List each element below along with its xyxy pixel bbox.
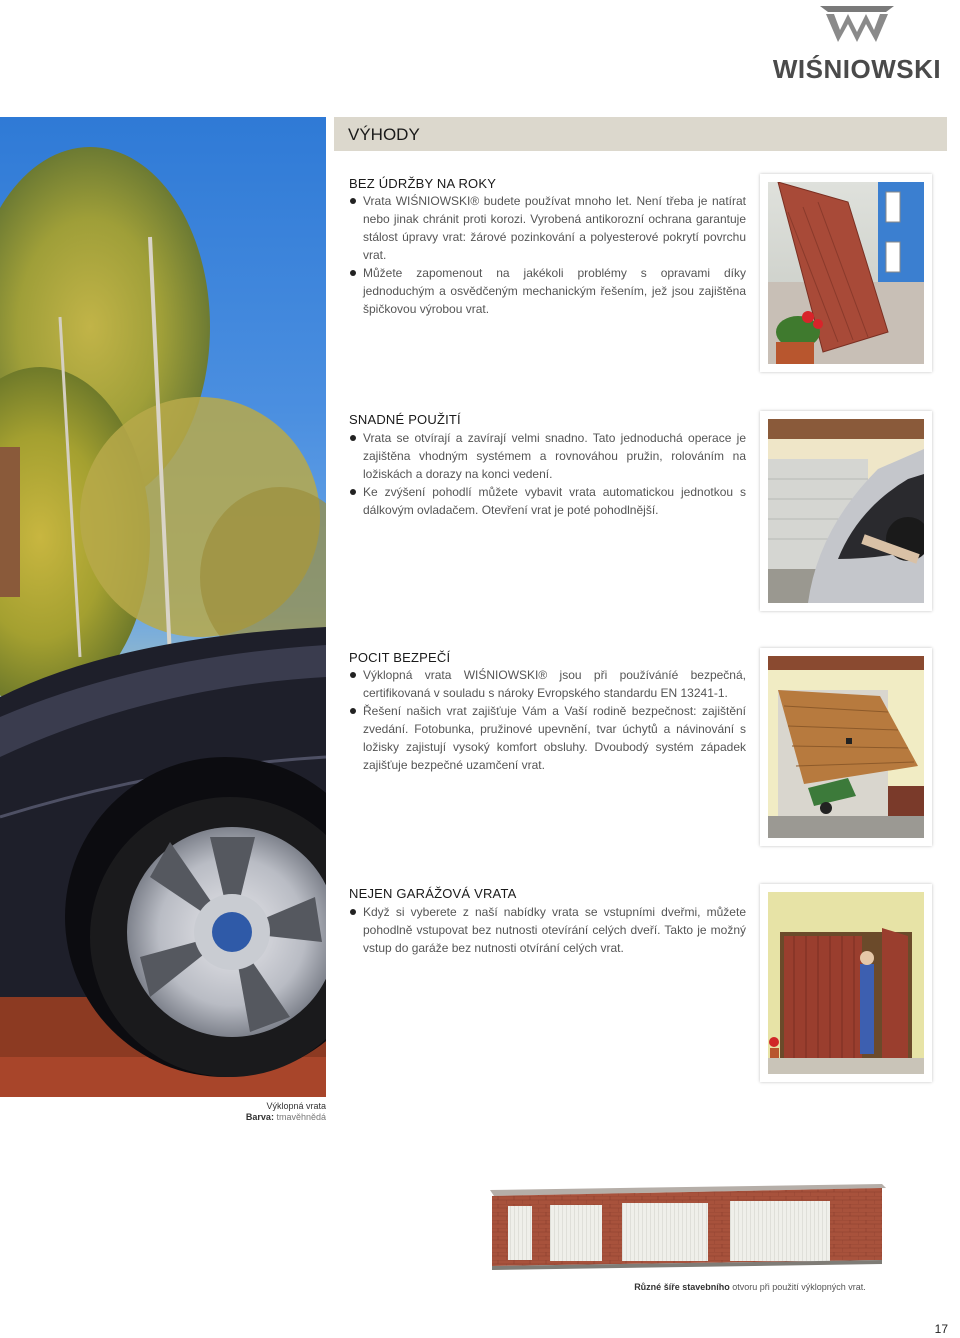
list-item: Ke zvýšení pohodlí můžete vybavit vrata automatickou jednotkou s dálkovým ovladačem. Otevření vrat je poté pohodlnější. [349,483,746,519]
bullet-icon [350,708,356,714]
hero-photo [0,117,326,1097]
bullet-icon [350,270,356,276]
section-list-safety [349,666,746,774]
section-list-easy-use [349,429,746,519]
section-list-maintenance [349,192,746,318]
list-item: Vrata se otvírají a zavírají velmi snadno. Tato jednoduchá operace je zajištěna vhodným systémem a rovnováhou pružin, rolováním na ložiskách a dorazy na konci vedení. [349,429,746,483]
bullet-icon [350,435,356,441]
list-item: Když si vyberete z naší nabídky vrata se vstupními dveřmi, můžete pohodlně vstupovat bez nutnosti otevírání celých dveří. Takto je možný vstup do garáže bez nutnosti otvírání celých vrat. [349,903,746,957]
garage-row-illustration [490,1180,886,1272]
bullet-icon [350,909,356,915]
bullet-icon [350,198,356,204]
garage-row-caption: Různé šíře stavebního otvoru při použití výklopných vrat. [634,1282,866,1292]
list-item: Řešení našich vrat zajišťuje Vám a Vaší rodině bezpečnost: zajištění zvedání. Fotobunka, pružinové upevnění, tvar úchytů a návinování s ložisky zajistují vysoký komfort obsluhy. Dvoubodý systém západek zajišťuje bezpečné uzamčení vrat. [349,702,746,774]
brand-name: WIŚNIOWSKI [772,54,942,84]
photo-door-with-wicket [760,884,932,1082]
list-item: Můžete zapomenout na jakékoli problémy s opravami díky jednoduchým a osvědčeným mechanickým řešením, jež jsou zajištěna špičkovou výrobou vrat. [349,264,746,318]
hero-caption: Výklopná vrata Barva: tmavěhnědá [245,1101,326,1122]
page-number: 17 [934,1322,948,1336]
section-title-safety: POCIT BEZPEČÍ [349,650,451,665]
list-item: Vrata WIŚNIOWSKI® budete používat mnoho let. Není třeba je natírat nebo jinak chránit proti korozi. Vyrobená antikorozní ochrana garantuje stálost úpravy vrat: žárové pozinkování a polyesterové pokrytí povrchu vrat. [349,192,746,264]
section-title-easy-use: SNADNÉ POUŽITÍ [349,412,461,427]
page-title: VÝHODY [348,125,420,144]
section-title-not-only-garage: NEJEN GARÁŽOVÁ VRATA [349,886,517,901]
photo-remote-opening [760,411,932,611]
section-title-maintenance: BEZ ÚDRŽBY NA ROKY [349,176,497,191]
list-item: Výklopná vrata WIŚNIOWSKI® jsou při používáníé bezpečná, certifikovaná v souladu s nároky Evropského standardu EN 13241-1. [349,666,746,702]
benefits-header [334,117,947,151]
section-list-not-only-garage [349,903,746,957]
brand-logo-icon [818,2,896,46]
bullet-icon [350,489,356,495]
photo-tilt-door-open [760,174,932,372]
photo-wooden-tilt-door [760,648,932,846]
bullet-icon [350,672,356,678]
brand-logo [762,2,952,82]
